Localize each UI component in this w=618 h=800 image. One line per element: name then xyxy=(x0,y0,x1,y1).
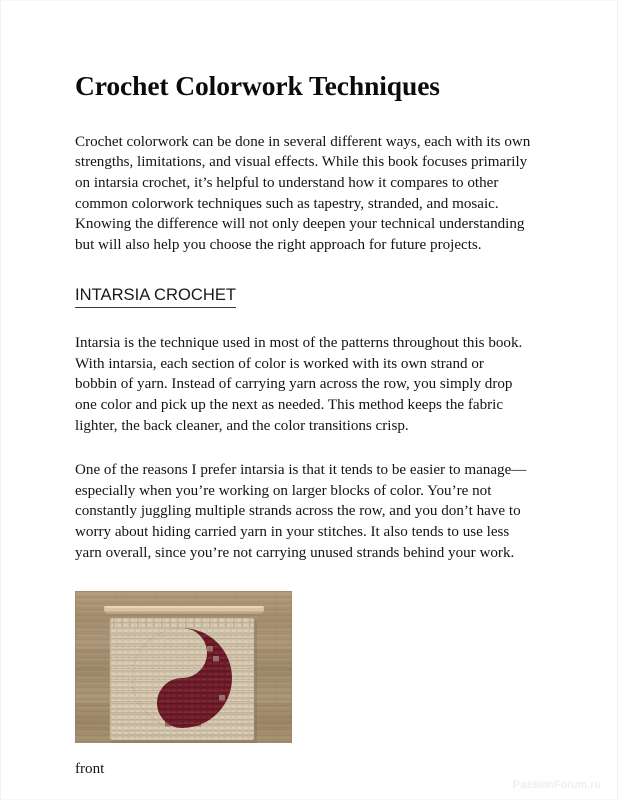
body-paragraph-two: One of the reasons I prefer intarsia is that it tends to be easier to manage—especially when you’re working on larger blocks of color. You’re not constantly juggling multiple strands across the row, and you don’t have to worry about hiding carried yarn in your stitches. It also tends to use less yarn overall, since you’re not carrying unused strands behind your work. xyxy=(75,462,527,561)
figure-crochet-square xyxy=(75,591,292,778)
intro-paragraph: Crochet colorwork can be done in several different ways, each with its own strengths, limitations, and visual effects. While this book focuses primarily on intarsia crochet, it’s helpful to understand how it compares to other common colorwork techniques such as tapestry, stranded, and mosaic. Knowing the difference will not only deepen your technical understanding but will also help you choose the right approach for future projects. xyxy=(75,133,531,253)
section-heading-label: INTARSIA CROCHET xyxy=(75,285,236,308)
page-title: Crochet Colorwork Techniques xyxy=(75,70,440,101)
body-paragraph-one: Intarsia is the technique used in most of the patterns throughout this book. With intarsia, each section of color is worked with its own strand or bobbin of yarn. Instead of carrying yarn across the row, you simply drop one color and pick up the next as needed. This method keeps the fabric lighter, the back cleaner, and the color transitions crisp. xyxy=(75,335,523,434)
crochet-square-photo xyxy=(75,591,292,743)
document-content xyxy=(75,1,535,794)
section-heading-intarsia-crochet xyxy=(75,255,535,308)
figure-caption: front xyxy=(75,761,105,778)
watermark: PassionForum.ru xyxy=(512,779,601,791)
